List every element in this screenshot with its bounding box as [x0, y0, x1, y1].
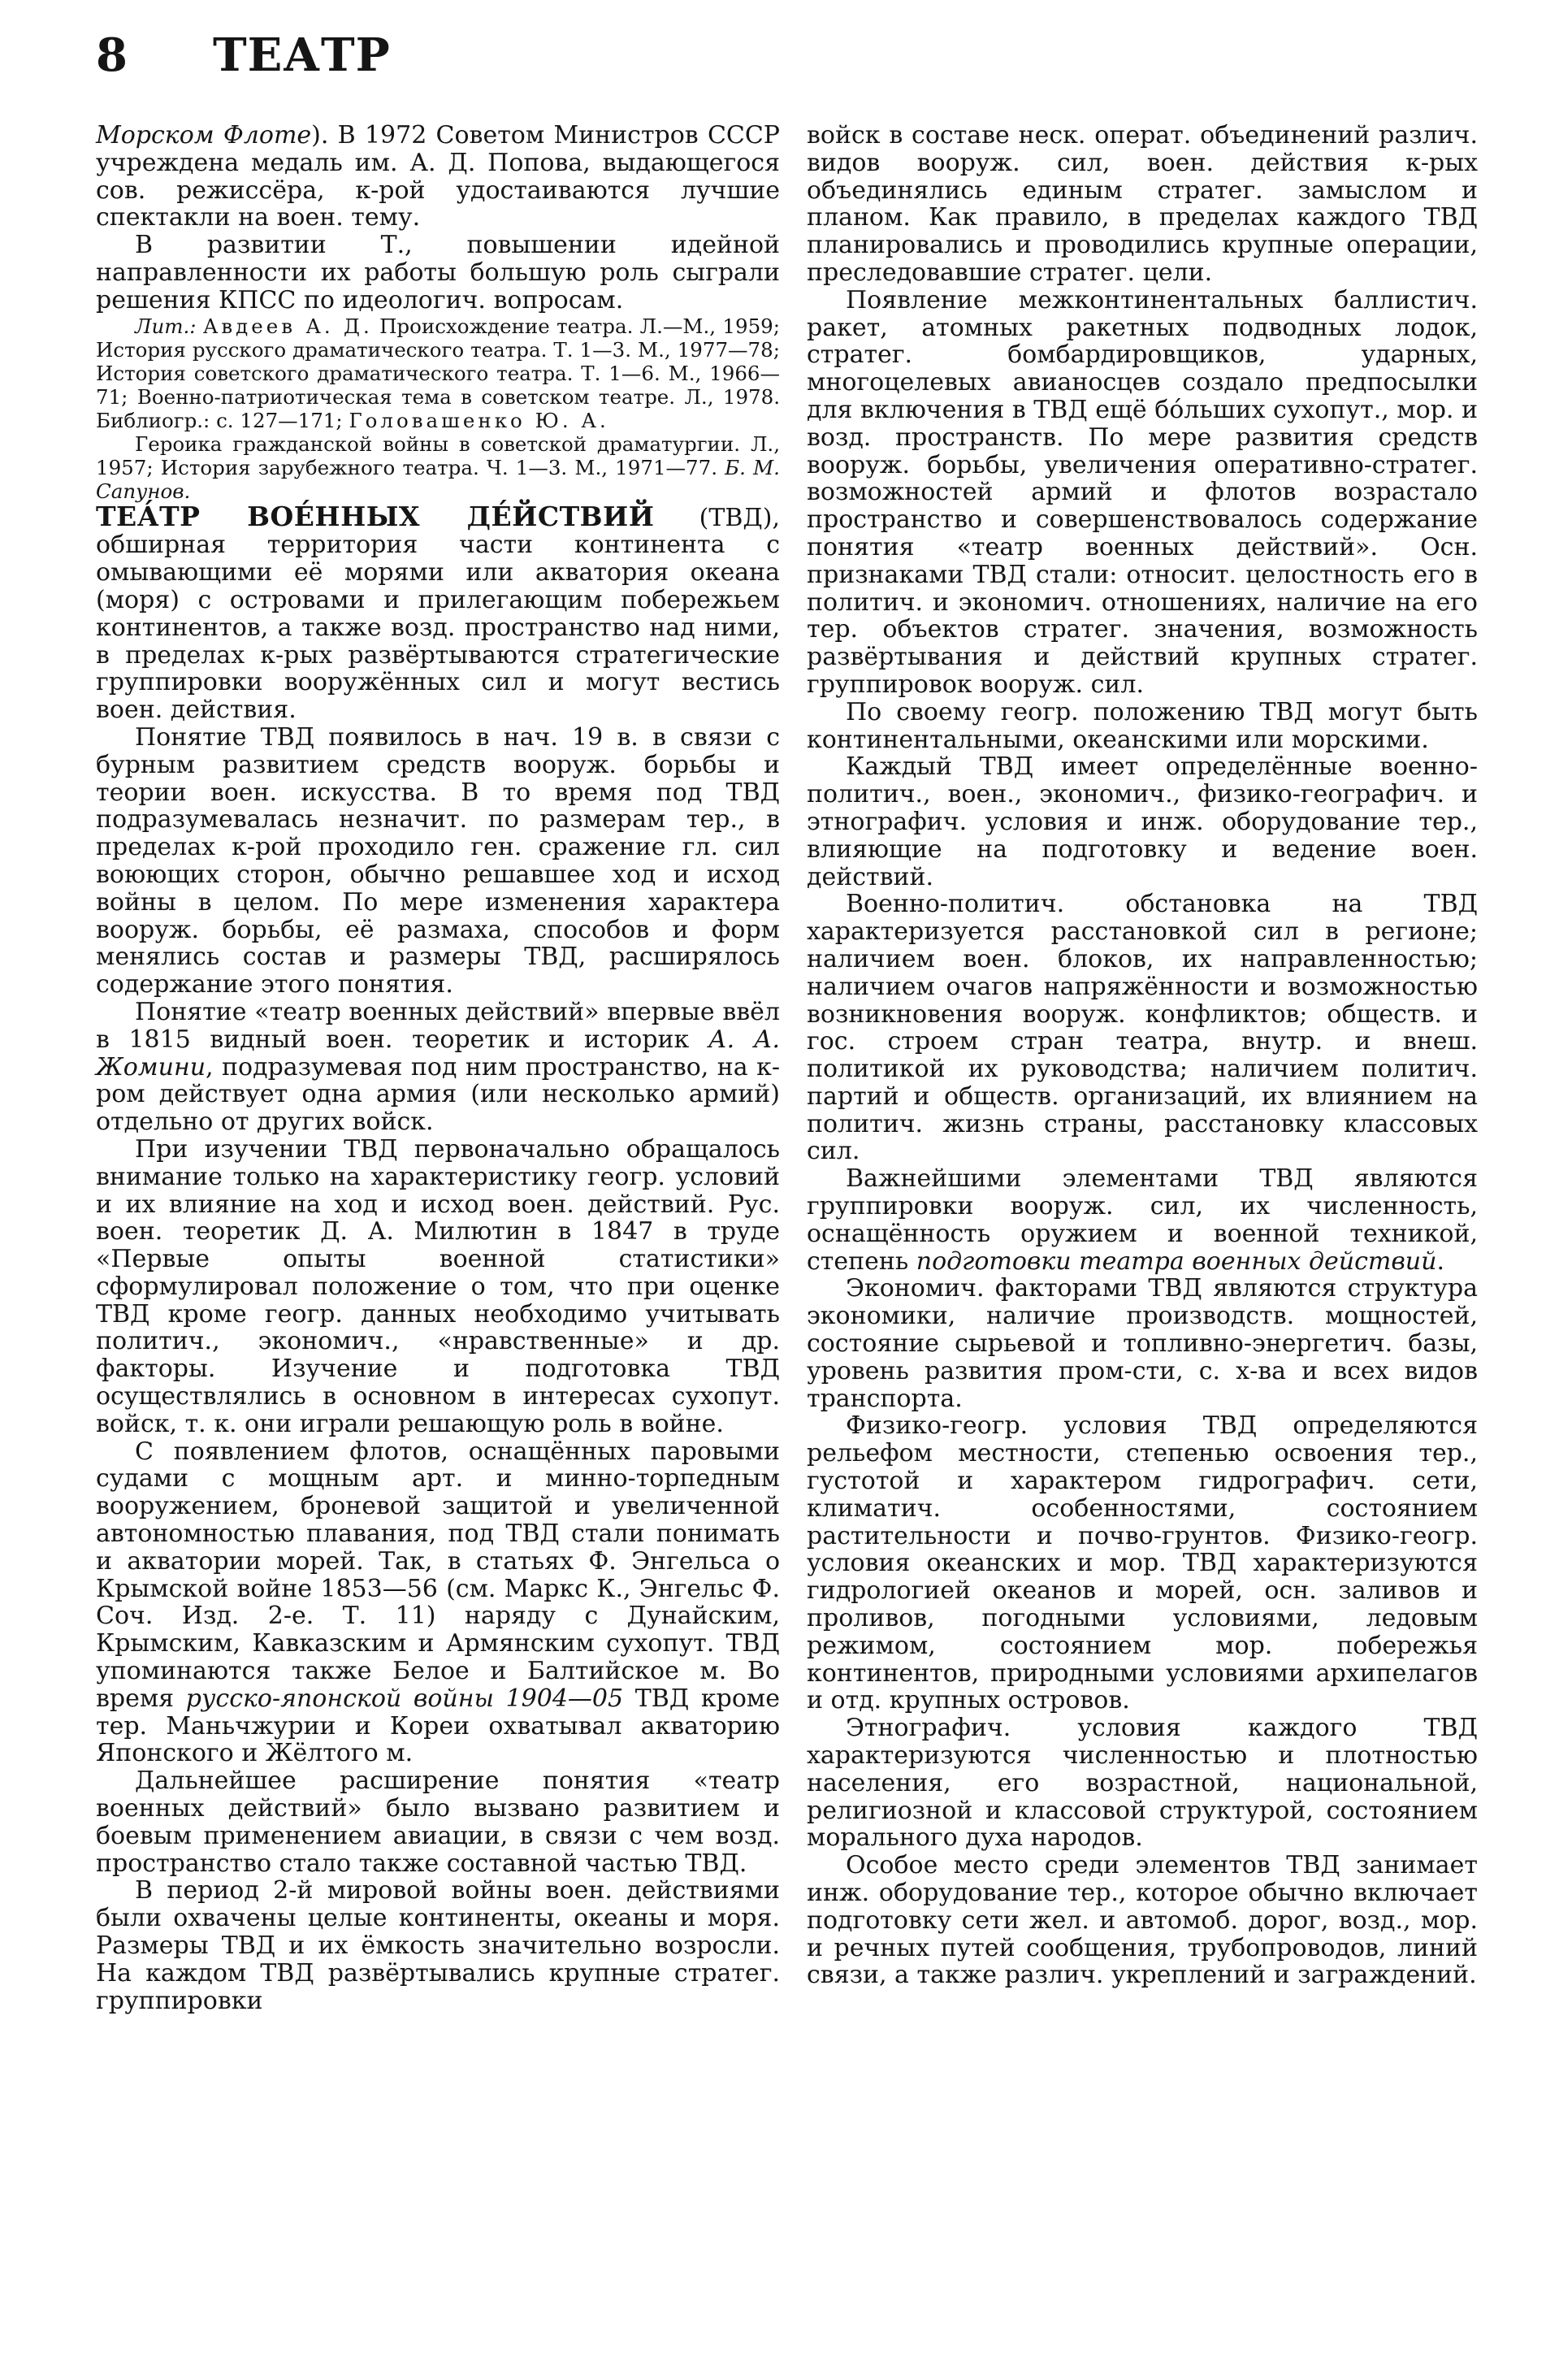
page-number: 8: [96, 28, 128, 82]
paragraph: В развитии Т., повышении идейной направленности их работы большую роль сыграли решения КПСС по идеологич. вопросам.: [96, 231, 780, 314]
literature-author: Авдеев А. Д.: [202, 314, 373, 338]
paragraph-text: ). В 1972 Советом Министров СССР учреждена медаль им. А. Д. Попова, выдающегося сов. режиссёра, к-рой удостаиваются лучшие спектакли на воен. тему.: [96, 121, 780, 232]
paragraph: [96, 122, 780, 232]
cross-reference: А. А. Жомини: [96, 1025, 780, 1082]
entry-definition: (ТВД), обширная территория части континента с омывающими её морями или акватория океана (моря) с островами и прилегающим побережьем континентов, а также возд. пространство над ними, в пределах к-рых развёртываются стратегические группировки вооружённых сил и могут вестись воен. действия.: [96, 503, 780, 725]
paragraph: Дальнейшее расширение понятия «театр военных действий» было вызвано развитием и боевым применением авиации, в связи с чем возд. пространство стало также составной частью ТВД.: [96, 1767, 780, 1878]
paragraph: Военно-политич. обстановка на ТВД характеризуется расстановкой сил в регионе; наличием воен. блоков, их направленностью; наличием очагов напряжённости и возможностью возникновения вооруж. конфликтов; обществ. и гос. строем стран театра, внутр. и внеш. политикой их руководства; наличием политич. партий и обществ. организаций, их влиянием на политич. жизнь страны, расстановку классовых сил.: [807, 890, 1478, 1166]
entry-paragraph: [96, 500, 780, 725]
italic-term: Морском Флоте: [96, 121, 312, 150]
paragraph-text: .: [1436, 1246, 1444, 1276]
literature-text: Происхождение театра. Л.—М., 1959; История русского драматического театра. Т. 1—3. М., 1977—78; История советского драматического театра. Т. 1—6. М., 1966—71; Военно-патриотическая тема в советском театре. Л., 1978. Библиогр.: с. 127—171;: [96, 314, 780, 432]
paragraph: При изучении ТВД первоначально обращалось внимание только на характеристику геогр. условий и их влияние на ход и исход воен. действий. Рус. воен. теоретик Д. А. Милютин в 1847 в труде «Первые опыты военной статистики» сформулировал положение о том, что при оценке ТВД кроме геогр. данных необходимо учитывать политич., экономич., «нравственные» и др. факторы. Изучение и подготовка ТВД осуществлялись в основном в интересах сухопут. войск, т. к. они играли решающую роль в войне.: [96, 1134, 780, 1438]
cross-reference: подготовки театра военных действий: [916, 1246, 1437, 1276]
paragraph-text: С появлением флотов, оснащённых паровыми судами с мощным арт. и минно-торпедным вооружением, броневой защитой и увеличенной автономностью плавания, под ТВД стали понимать и акватории морей. Так, в статьях Ф. Энгельса о Крымской войне 1853—56 (см. Маркс К., Энгельс Ф. Соч. Изд. 2-е. Т. 11) наряду с Дунайским, Крымским, Кавказским и Армянским сухопут. ТВД упоминаются также Белое и Балтийское м. Во время: [96, 1437, 780, 1713]
paragraph: Этнографич. условия каждого ТВД характеризуются численностью и плотностью населения, его возрастной, национальной, религиозной и классовой структурой, состоянием морального духа народов.: [807, 1714, 1478, 1853]
right-column: [807, 122, 1478, 1989]
literature-text: Героика гражданской войны в советской драматургии. Л., 1957; История зарубежного театра. Ч. 1—3. М., 1971—77.: [96, 431, 780, 479]
paragraph-text: Важнейшими элементами ТВД являются группировки вооруж. сил, их численность, оснащённость оружием и военной техникой, степень: [807, 1164, 1478, 1276]
cross-reference: русско-японской войны 1904—05: [185, 1684, 624, 1713]
paragraph: Физико-геогр. условия ТВД определяются рельефом местности, степенью освоения тер., густотой и характером гидрографич. сети, климатич. особенностями, состоянием растительности и почво-грунтов. Физико-геогр. условия океанских и мор. ТВД характеризуются гидрологией океанов и морей, осн. заливов и проливов, погодными условиями, ледовым режимом, состоянием мор. побережья континентов, природными условиями архипелагов и отд. крупных островов.: [807, 1411, 1478, 1715]
paragraph: [807, 1165, 1478, 1275]
literature-author: Головашенко Ю. А.: [349, 408, 609, 432]
paragraph: Появление межконтинентальных баллистич. ракет, атомных ракетных подводных лодок, стратег. бомбардировщиков, ударных, многоцелевых авианосцев создало предпосылки для включения в ТВД ещё бо́льших сухопут., мор. и возд. пространств. По мере развития средств вооруж. борьбы, увеличения оперативно-стратег. возможностей армий и флотов возрастало пространство и совершенствовалось содержание понятия «театр военных действий». Осн. признаками ТВД стали: относит. целостность его в политич. и экономич. отношениях, наличие на его тер. объектов стратег. значения, возможность развёртывания и действий крупных стратег. группировок вооруж. сил.: [807, 285, 1478, 699]
running-head: ТЕАТР: [213, 28, 391, 82]
paragraph: В период 2-й мировой войны воен. действиями были охвачены целые континенты, океаны и моря. Размеры ТВД и их ёмкость значительно возросли. На каждом ТВД развёртывались крупные стратег. группировки: [96, 1876, 780, 2015]
paragraph: По своему геогр. положению ТВД могут быть континентальными, океанскими или морскими.: [807, 697, 1478, 754]
literature-label: Лит.:: [135, 314, 197, 338]
paragraph: войск в составе неск. операт. объединений различ. видов вооруж. сил, воен. действия к-рых объединялись единым стратег. замыслом и планом. Как правило, в пределах каждого ТВД планировались и проводились крупные операции, преследовавшие стратег. цели.: [807, 121, 1478, 287]
paragraph: Каждый ТВД имеет определённые военно-политич., воен., экономич., физико-географич. и этнографич. условия и инж. оборудование тер., влияющие на подготовку и ведение воен. действий.: [807, 752, 1478, 891]
literature-block-end: [96, 432, 780, 503]
left-column: [96, 122, 780, 2014]
paragraph-text: , подразумевая под ним пространство, на к-ром действует одна армия (или несколько армий) отдельно от других войск.: [96, 1052, 780, 1137]
paragraph: Понятие ТВД появилось в нач. 19 в. в связи с бурным развитием средств вооруж. борьбы и теории воен. искусства. В то время под ТВД подразумевалась незначит. по размерам тер., в пределах к-рой проходило ген. сражение гл. сил воюющих сторон, обычно решавшее ход и исход войны в целом. По мере изменения характера вооруж. борьбы, её размаха, способов и форм менялись состав и размеры ТВД, расширялось содержание этого понятия.: [96, 722, 780, 999]
entry-headword: ТЕА́ТР ВОЕ́ННЫХ ДЕ́ЙСТВИЙ: [96, 500, 655, 532]
paragraph-text: ТВД кроме тер. Маньчжурии и Кореи охватывал акваторию Японского и Жёлтого м.: [96, 1684, 780, 1768]
paragraph: Особое место среди элементов ТВД занимает инж. оборудование тер., которое обычно включает подготовку сети жел. и автомоб. дорог, возд., мор. и речных путей сообщения, трубопроводов, линий связи, а также различ. укреплений и заграждений.: [807, 1851, 1478, 1990]
literature-block: [96, 314, 780, 432]
author-signature: Б. М. Сапунов.: [96, 455, 780, 503]
paragraph: [96, 999, 780, 1136]
paragraph: Экономич. факторами ТВД являются структура экономики, наличие производств. мощностей, состояние сырьевой и топливно-энергетич. базы, уровень развития пром-сти, с. х-ва и всех видов транспорта.: [807, 1274, 1478, 1413]
paragraph-text: Понятие «театр военных действий» впервые ввёл в 1815 видный воен. теоретик и историк: [96, 997, 780, 1054]
paragraph: [96, 1438, 780, 1768]
